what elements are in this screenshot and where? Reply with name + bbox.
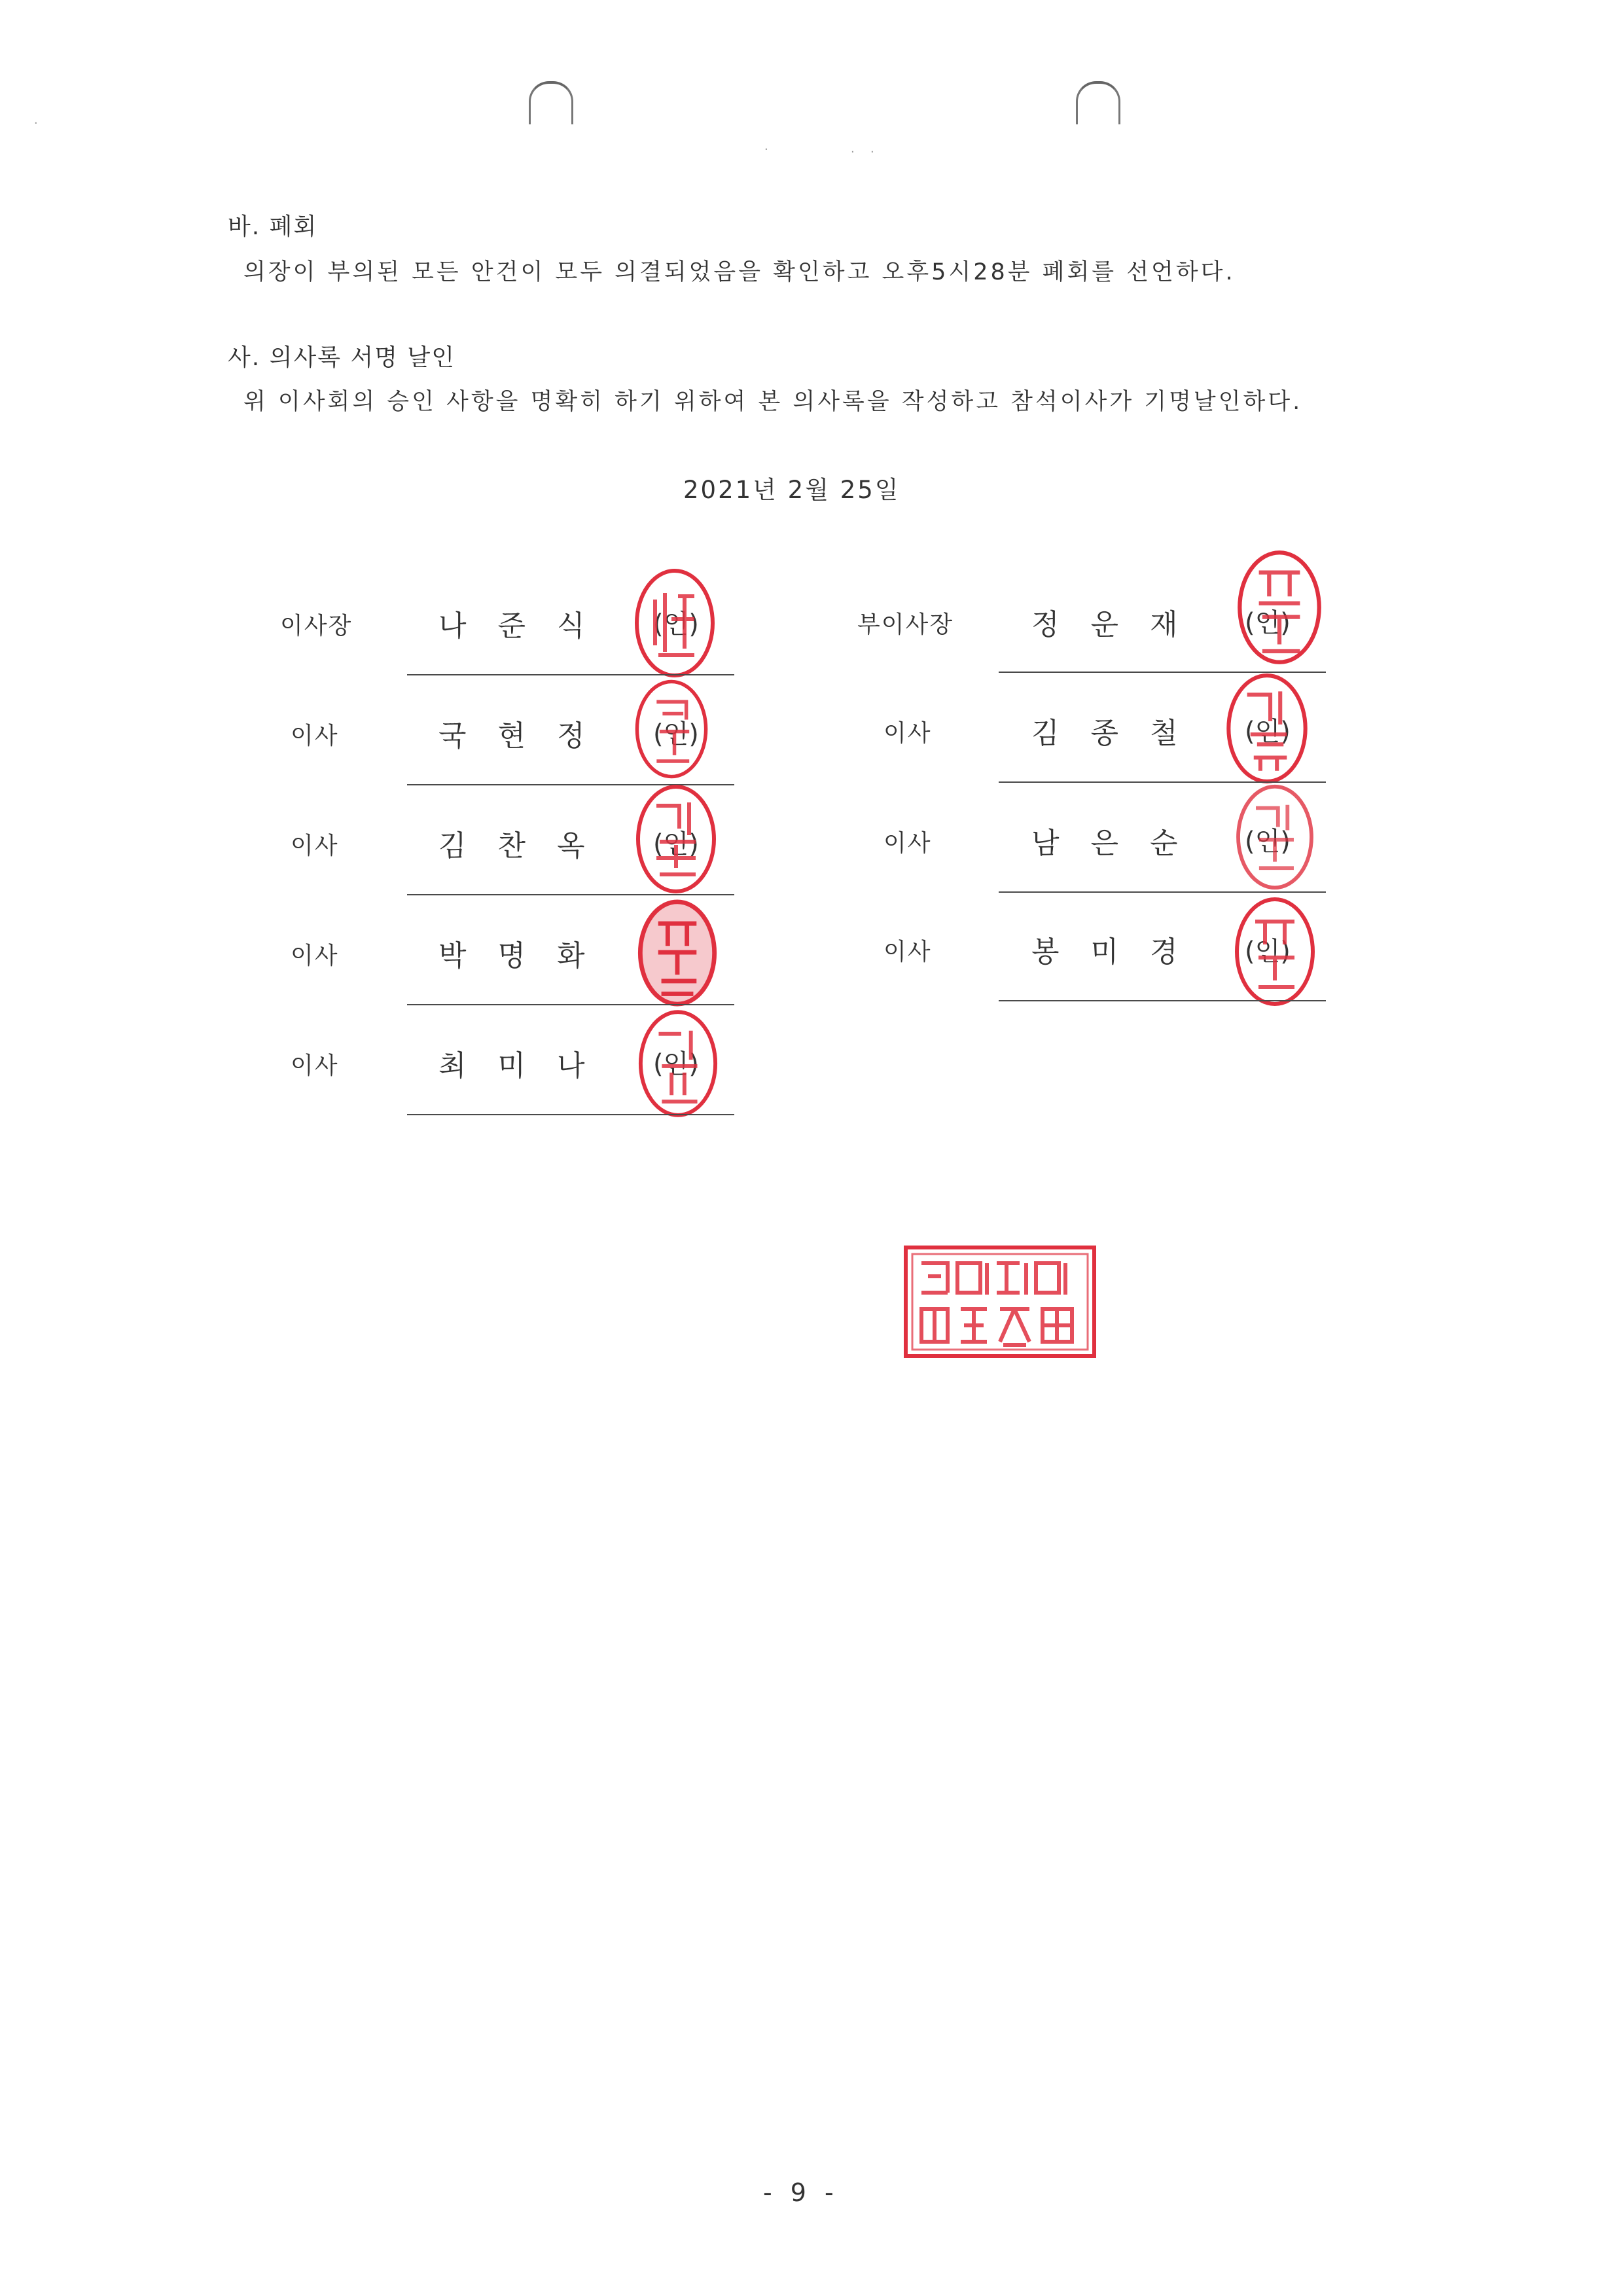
personal-seal-stamp <box>1230 783 1319 891</box>
signatory-role: 이사 <box>883 720 932 747</box>
signatory-name: 봉미경 <box>1031 935 1209 969</box>
punch-hole-mark-right <box>1076 81 1120 124</box>
scan-speck: · <box>764 143 768 156</box>
seal-placeholder: (인) <box>1245 827 1291 857</box>
section-body-signature: 위 이사회의 승인 사항을 명확히 하기 위하여 본 의사록을 작성하고 참석이사가 기명날인하다. <box>243 389 1303 415</box>
personal-seal-stamp <box>633 783 719 895</box>
seal-placeholder: (인) <box>1245 937 1291 967</box>
personal-seal-stamp <box>1222 672 1311 785</box>
scan-speck: · <box>34 117 38 130</box>
signatory-name: 남은순 <box>1031 827 1209 860</box>
personal-seal-stamp <box>632 678 711 780</box>
signatory-role: 이사 <box>291 942 339 969</box>
corporate-seal-stamp <box>902 1244 1098 1360</box>
signature-line <box>999 1000 1326 1001</box>
section-body-closing: 의장이 부의된 모든 안건이 모두 의결되었음을 확인하고 오후5시28분 폐회를 선언하다. <box>243 259 1236 285</box>
personal-seal-stamp <box>1230 895 1319 1008</box>
signatory-role: 이사 <box>883 830 932 857</box>
signatory-role: 이사장 <box>280 613 353 639</box>
signatory-name: 정운재 <box>1031 608 1209 641</box>
signature-line <box>407 894 734 895</box>
signature-line <box>407 1114 734 1115</box>
scan-speck: · <box>851 145 855 159</box>
punch-hole-mark-left <box>529 81 573 124</box>
seal-placeholder: (인) <box>1245 717 1291 747</box>
signatory-name: 나준식 <box>438 609 616 643</box>
meeting-date: 2021년 2월 25일 <box>683 476 901 504</box>
signatory-name: 최미나 <box>438 1049 616 1083</box>
page-number: - 9 - <box>763 2178 839 2207</box>
seal-placeholder: (인) <box>653 1049 699 1079</box>
signature-line <box>999 891 1326 893</box>
signatory-role: 이사 <box>291 1052 339 1079</box>
personal-seal-stamp <box>1233 548 1326 666</box>
seal-placeholder: (인) <box>1245 608 1291 638</box>
seal-placeholder: (인) <box>653 829 699 859</box>
section-heading-signature: 사. 의사록 서명 날인 <box>228 344 455 371</box>
signatory-role: 이사 <box>883 939 932 965</box>
signatory-name: 박명화 <box>438 939 616 973</box>
signatory-role: 이사 <box>291 723 339 749</box>
personal-seal-stamp <box>635 898 720 1008</box>
section-heading-closing: 바. 폐회 <box>228 213 318 240</box>
seal-placeholder: (인) <box>653 719 699 749</box>
signatory-role: 이사 <box>291 833 339 859</box>
signatory-name: 김찬옥 <box>438 829 616 863</box>
personal-seal-stamp <box>632 567 717 679</box>
signature-line <box>407 1004 734 1005</box>
signature-line <box>407 674 734 675</box>
signatory-name: 국현정 <box>438 719 616 753</box>
signatory-name: 김종철 <box>1031 717 1209 750</box>
scan-speck: · <box>870 145 874 159</box>
personal-seal-stamp <box>636 1008 720 1119</box>
signatory-role: 부이사장 <box>857 611 954 638</box>
seal-placeholder: (인) <box>653 609 699 639</box>
